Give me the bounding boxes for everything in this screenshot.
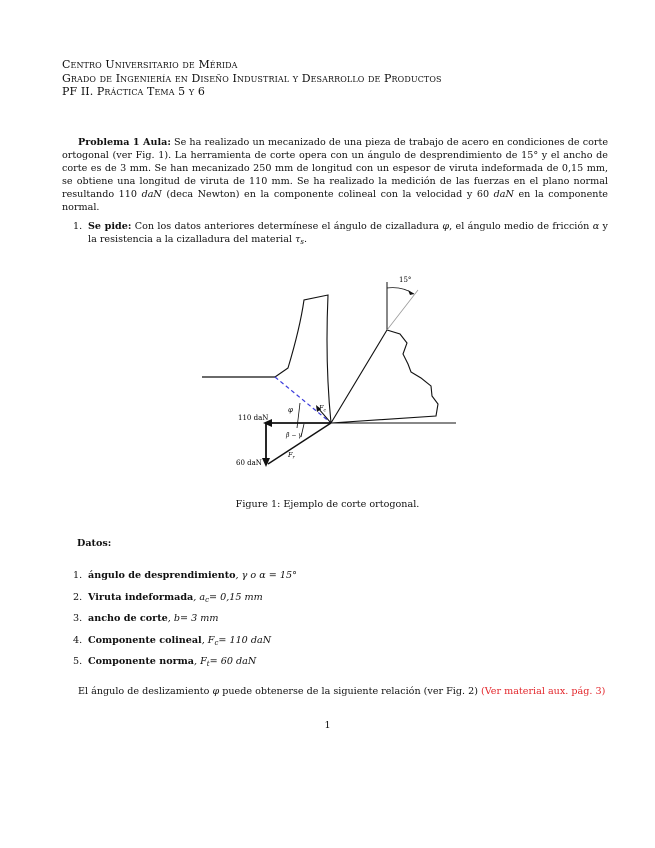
datos-item-number: 2.	[73, 591, 83, 603]
normal-force-line	[297, 403, 300, 428]
problem-text-b: (deca Newton) en la componente colineal con la velocidad y 60	[161, 189, 494, 200]
question-text-a: Con los datos anteriores determínese el ángulo de cizalladura	[131, 221, 443, 232]
question-text-c: y la resistencia a la cizalladura del material	[88, 221, 608, 245]
rake-angle-label: 15°	[399, 276, 412, 284]
datos-item-sub: c	[214, 638, 219, 647]
symbol-tau: τ	[295, 234, 301, 245]
header-institution: Centro Universitario de Mérida	[62, 58, 238, 71]
datos-item-number: 4.	[73, 634, 83, 646]
figure-caption: Figure 1: Ejemplo de corte ortogonal.	[235, 499, 420, 510]
problem-unit-1: daN	[141, 189, 162, 200]
resultant-force-arrow	[268, 423, 331, 464]
datos-item-label: ángulo de desprendimiento	[88, 570, 236, 581]
datos-item-label: ancho de corte	[88, 613, 168, 625]
closing-paragraph	[62, 686, 622, 697]
question-text-d: .	[303, 234, 308, 245]
force-horizontal-label: 110 daN	[238, 414, 269, 422]
rake-face-extension	[387, 290, 418, 330]
datos-item-label: Componente norma	[88, 656, 195, 668]
question-label: Se pide:	[88, 221, 132, 232]
fc-label: $F_c$	[319, 404, 327, 414]
force-vertical-label: 60 daN	[236, 459, 262, 467]
problem-unit-2: daN	[493, 189, 514, 200]
datos-item-value2: = 60 daN	[209, 656, 257, 668]
datos-item-value: , γ o α = 15°	[235, 570, 297, 581]
document-header	[62, 58, 442, 99]
problem-text-a: Se ha realizado un mecanizado de una pieza de trabajo de acero en condiciones de corte ortogonal (ver Fig. 1). La herramienta de corte opera con un ángulo de desprendimiento de 15° y el ancho de corte es de 3 mm. Se han mecanizado 250 mm de longitud con un espesor de viruta indeformada de 0,15 mm, se obtiene una longitud de viruta de 110 mm. Se ha realizado la medición de las fuerzas en el plano normal resultando 110	[62, 137, 608, 200]
problem-statement	[62, 136, 608, 214]
closing-text-a: El ángulo de deslizamiento	[78, 686, 213, 697]
question-text-b: , el ángulo medio de fricción	[449, 221, 593, 232]
datos-item-number: 3.	[73, 613, 83, 625]
datos-item	[62, 569, 608, 591]
question-number: 1.	[73, 221, 83, 232]
datos-item-value2: = 0,15 mm	[209, 591, 263, 603]
shear-plane-dashed	[275, 377, 331, 423]
cutting-tool-outline	[331, 330, 438, 423]
beta-gamma-label: β − γ	[286, 432, 302, 439]
datos-item-sub: c	[205, 595, 209, 604]
closing-symbol-phi: φ	[212, 686, 220, 697]
datos-item	[62, 612, 608, 634]
problem-title: Problema 1 Aula:	[78, 137, 171, 148]
datos-item-label: Componente colineal	[88, 634, 202, 646]
datos-item-value: , F	[201, 634, 215, 646]
page-number: 1	[324, 720, 331, 731]
rake-angle-arrowhead	[408, 290, 414, 295]
datos-item	[62, 655, 608, 677]
datos-item	[62, 634, 608, 656]
problem-text-c: en la componente normal.	[62, 189, 608, 213]
fr-label: $F_r$	[288, 451, 295, 461]
header-degree: Grado de Ingeniería en Diseño Industrial y Desarrollo de Productos	[62, 71, 442, 85]
aux-material-link[interactable]: (Ver material aux. pág. 3)	[481, 686, 606, 697]
datos-list	[62, 569, 608, 677]
closing-text-b: puede obtenerse de la siguiente relación (ver Fig. 2)	[219, 686, 482, 697]
datos-item-value2: = 110 daN	[218, 634, 272, 646]
symbol-alpha: α	[592, 221, 600, 232]
datos-item-value: , a	[193, 591, 206, 603]
question-list	[62, 220, 608, 249]
datos-item-number: 1.	[73, 570, 83, 581]
datos-title: Datos:	[77, 538, 112, 549]
datos-item-value: , b= 3 mm	[167, 613, 219, 625]
question-item	[62, 220, 608, 249]
phi-angle-label: φ	[288, 406, 293, 414]
orthogonal-cutting-figure	[200, 268, 470, 473]
symbol-tau-sub: s	[300, 238, 304, 246]
force-vertical-arrowhead	[262, 458, 270, 467]
datos-item	[62, 591, 608, 613]
datos-item-number: 5.	[73, 656, 83, 668]
datos-item-value: , F	[194, 656, 207, 668]
datos-item-sub: t	[206, 660, 210, 669]
header-course: PF II. Práctica Tema 5 y 6	[62, 85, 205, 98]
datos-item-label: Viruta indeformada	[88, 591, 194, 603]
symbol-phi: φ	[442, 221, 450, 232]
